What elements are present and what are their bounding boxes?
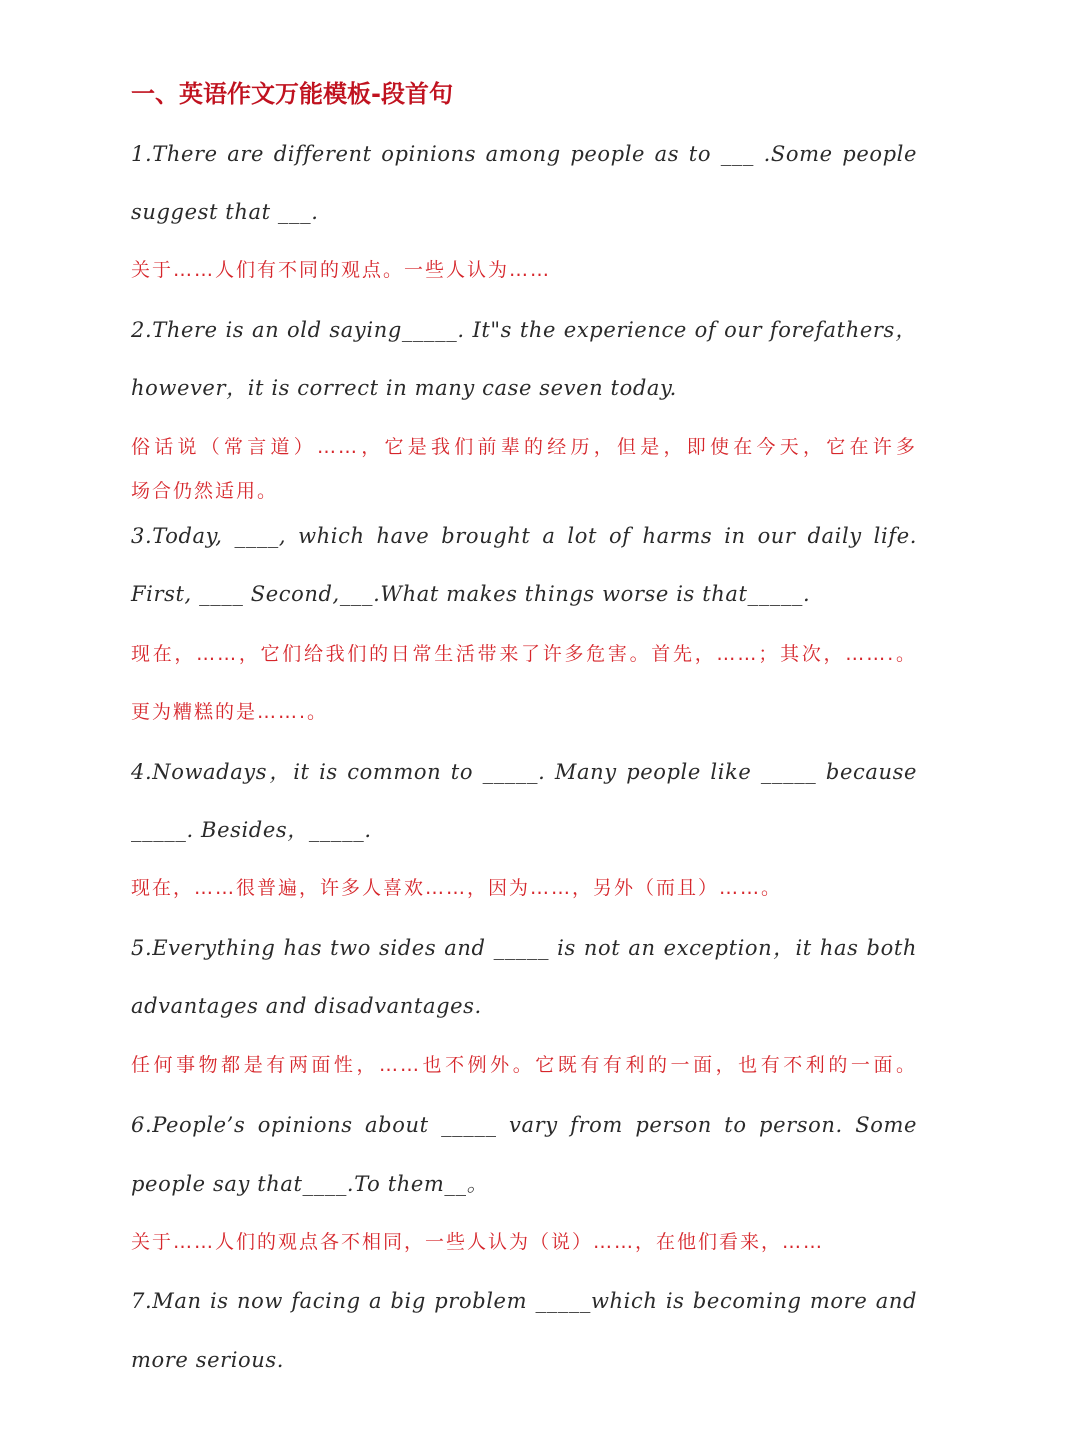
translation-2-line-2: 场合仍然适用。 — [131, 480, 279, 502]
translation-6-line-1: 关于……人们的观点各不相同，一些人认为（说）……，在他们看来，…… — [131, 1231, 825, 1253]
translation-5-line-1: 任何事物都是有两面性，……也不例外。它既有有利的一面，也有不利的一面。 — [131, 1054, 917, 1076]
template-sentence-5-line-2: advantages and disadvantages. — [131, 994, 482, 1018]
template-sentence-4-line-2: _____. Besides，_____. — [131, 818, 372, 842]
translation-3-line-2: 更为糟糕的是…….。 — [131, 701, 329, 723]
template-sentence-3-line-1: 3.Today, ____, which have brought a lot of harms in our daily life. — [131, 524, 917, 548]
template-sentence-4-line-1: 4.Nowadays，it is common to _____. Many people like _____ because — [131, 760, 917, 784]
translation-1-line-1: 关于……人们有不同的观点。一些人认为…… — [131, 259, 552, 281]
template-sentence-1-line-1: 1.There are different opinions among people as to ___ .Some people — [131, 142, 917, 166]
template-sentence-6-line-1: 6.People’s opinions about _____ vary from person to person. Some — [131, 1113, 917, 1137]
template-sentence-1-line-2: suggest that ___. — [131, 200, 319, 224]
page-title: 一、英语作文万能模板-段首句 — [131, 80, 453, 108]
translation-4-line-1: 现在，……很普遍，许多人喜欢……，因为……，另外（而且）……。 — [131, 877, 783, 899]
template-sentence-7-line-2: more serious. — [131, 1348, 285, 1372]
template-sentence-3-line-2: First, ____ Second,___.What makes things worse is that_____. — [131, 582, 811, 606]
template-sentence-2-line-2: however，it is correct in many case seven today. — [131, 376, 677, 400]
template-sentence-2-line-1: 2.There is an old saying_____. It"s the experience of our forefathers， — [131, 318, 917, 342]
translation-2-line-1: 俗话说（常言道）……，它是我们前辈的经历，但是，即使在今天，它在许多 — [131, 436, 917, 458]
template-sentence-6-line-2: people say that____.To them__。 — [131, 1172, 489, 1196]
template-sentence-5-line-1: 5.Everything has two sides and _____ is not an exception，it has both — [131, 936, 917, 960]
template-sentence-7-line-1: 7.Man is now facing a big problem _____which is becoming more and — [131, 1289, 917, 1313]
translation-3-line-1: 现在，……，它们给我们的日常生活带来了许多危害。首先，……；其次，…….。 — [131, 643, 917, 665]
